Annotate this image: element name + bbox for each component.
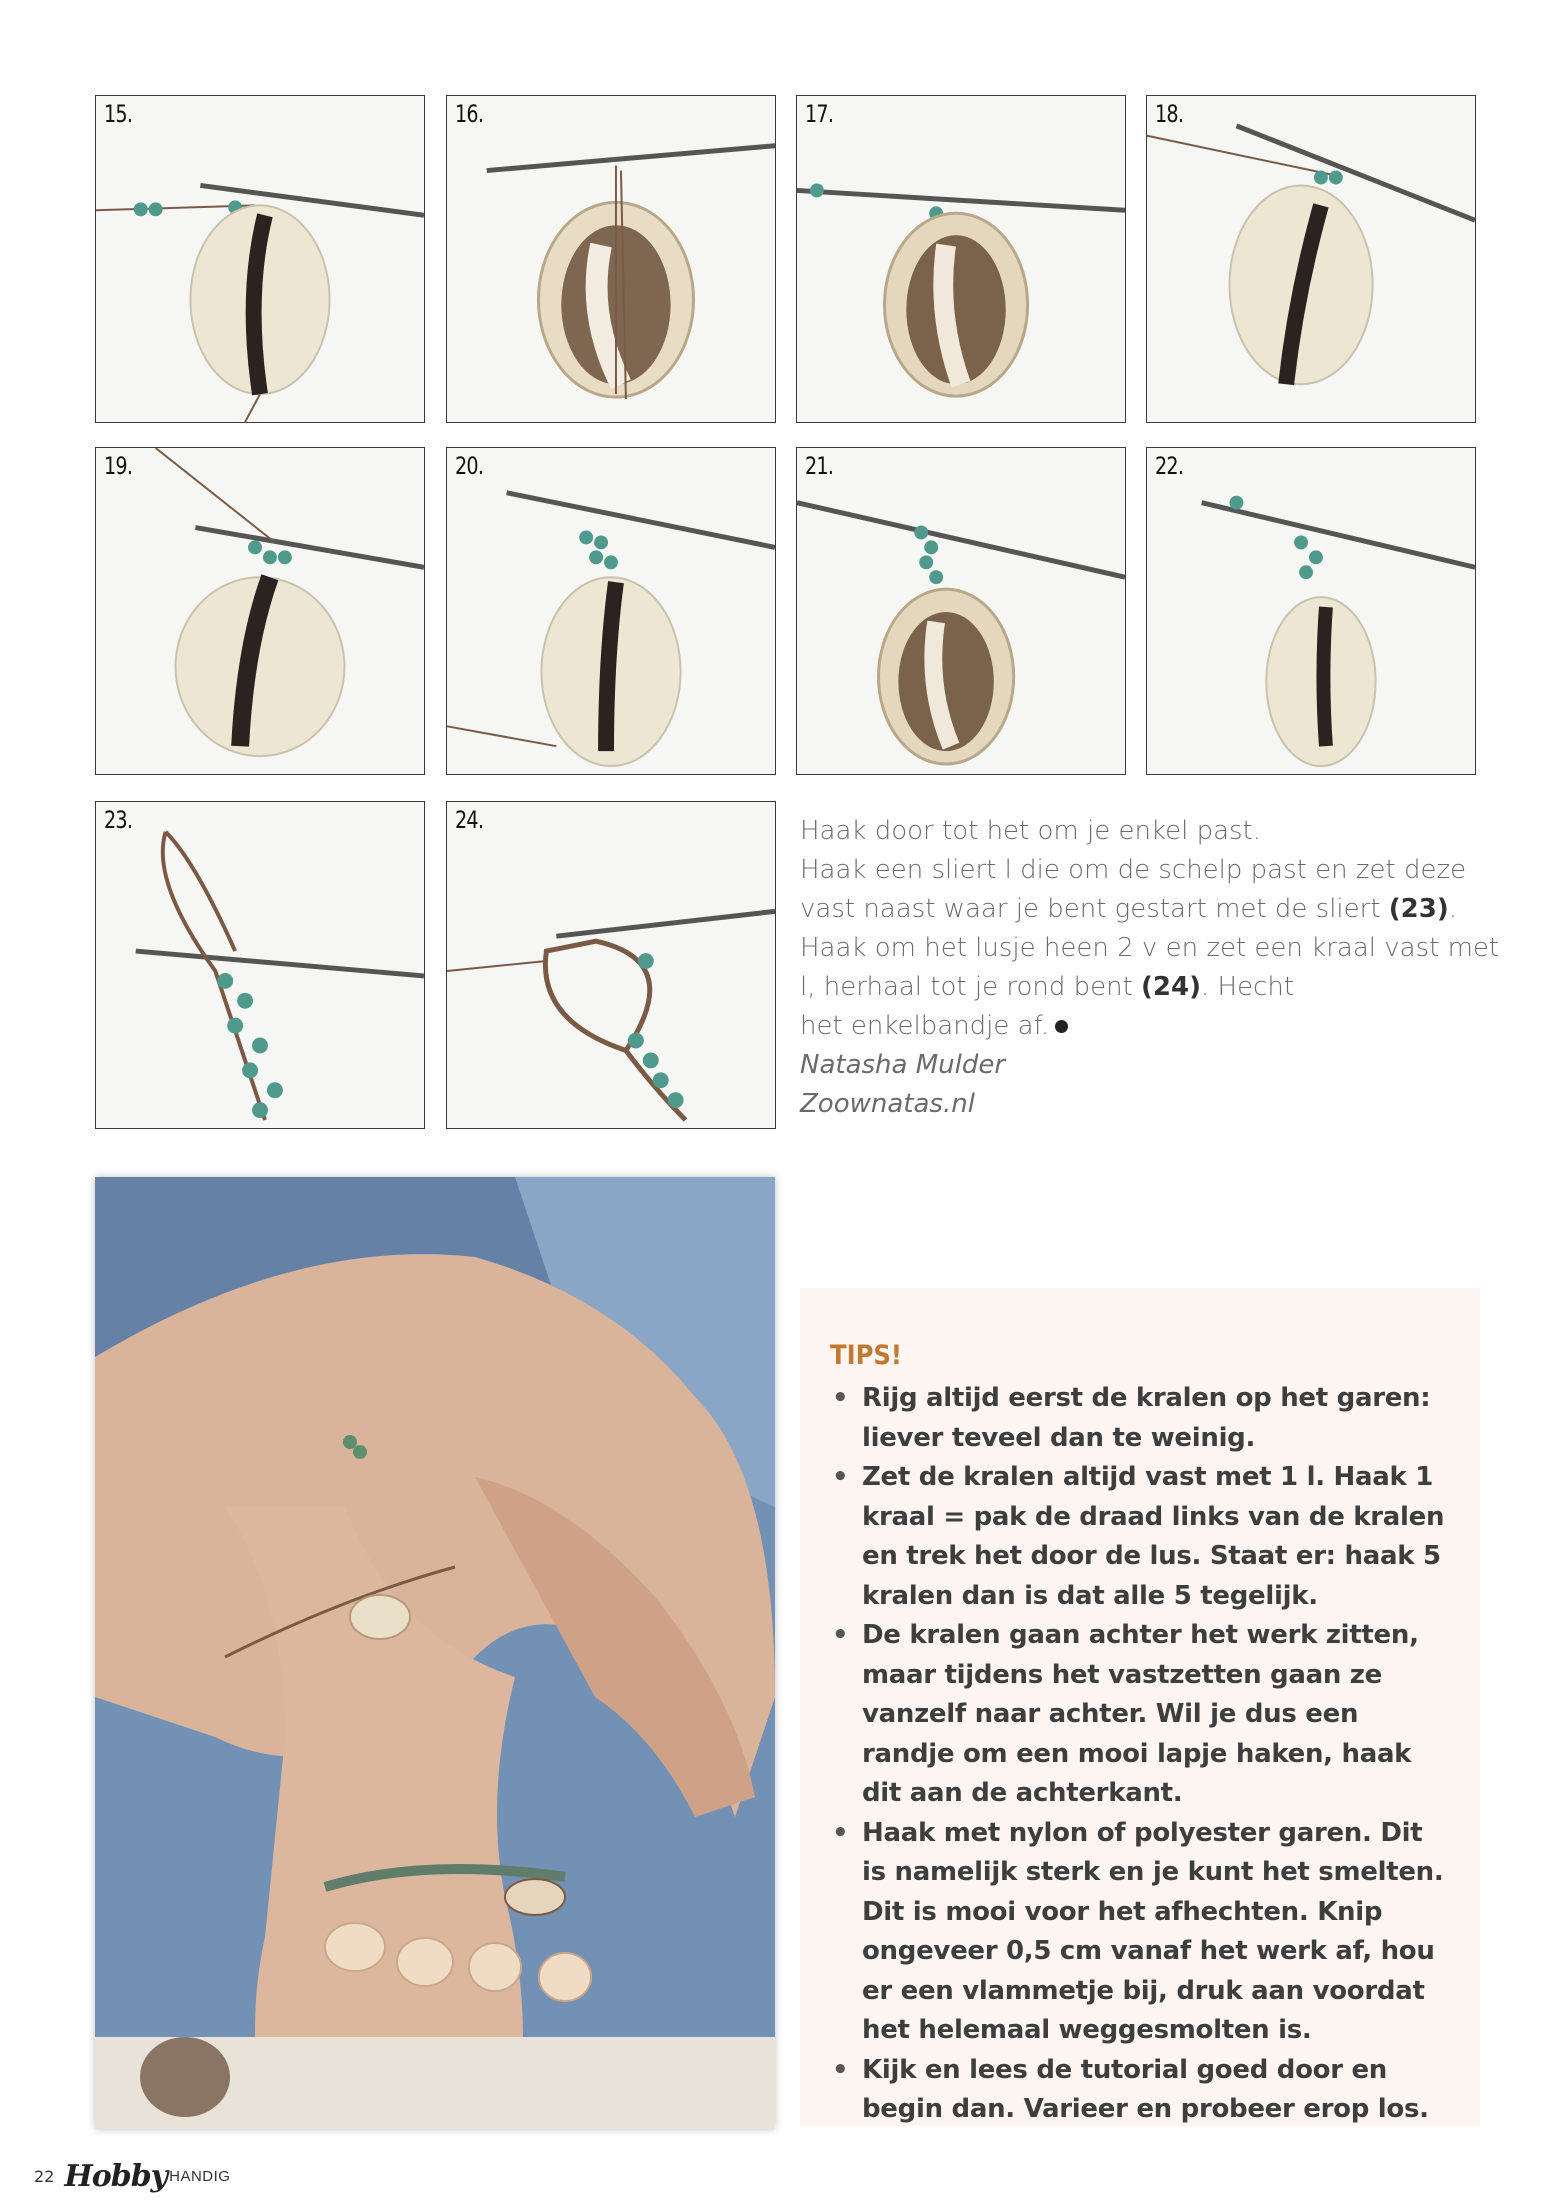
tip-item: • Zet de kralen altijd vast met 1 l. Haak 1 kraal = pak de draad links van de kralen en trek het door de lus. Staat er: haak 5 kralen dan is dat alle 5 tegelijk. xyxy=(830,1458,1450,1616)
shell-crochet-illustration xyxy=(447,96,775,422)
tip-item: • Rijg altijd eerst de kralen op het garen: liever teveel dan te weinig. xyxy=(830,1379,1450,1458)
step-photo-22 xyxy=(1146,447,1476,775)
shell-crochet-illustration xyxy=(1147,96,1475,422)
end-mark-icon xyxy=(1055,1020,1068,1033)
step-photo-21 xyxy=(796,447,1126,775)
instruction-line: Haak een sliert l die om de schelp past en zet deze vast naast waar je bent gestart met de sliert (23). xyxy=(800,855,1467,924)
step-number: 17. xyxy=(805,100,834,128)
step-ref-24: (24) xyxy=(1141,972,1201,1002)
step-photo-23 xyxy=(95,801,425,1129)
magazine-logo-suffix: HANDIG xyxy=(169,2167,231,2185)
step-photo-19 xyxy=(95,447,425,775)
step-photo-18 xyxy=(1146,95,1476,423)
step-number: 20. xyxy=(455,452,484,480)
step-number: 24. xyxy=(455,806,484,834)
instruction-line: het enkelbandje af. xyxy=(800,1007,1500,1046)
tips-box xyxy=(800,1288,1480,2126)
step-number: 16. xyxy=(455,100,484,128)
step-number: 18. xyxy=(1155,100,1184,128)
tip-item: • Kijk en lees de tutorial goed door en begin dan. Varieer en probeer erop los. xyxy=(830,2051,1450,2130)
page-footer xyxy=(34,2158,230,2194)
author-website: Zoownatas.nl xyxy=(800,1089,975,1119)
step-photo-20 xyxy=(446,447,776,775)
tip-item: • De kralen gaan achter het werk zitten, maar tijdens het vastzetten gaan ze vanzelf naar achter. Wil je dus een randje om een mooi lapje haken, haak dit aan de achterkant. xyxy=(830,1616,1450,1814)
step-number: 19. xyxy=(104,452,133,480)
step-number: 23. xyxy=(104,806,133,834)
author-name: Natasha Mulder xyxy=(800,1050,1006,1080)
chain-loop-illustration xyxy=(96,802,424,1128)
instruction-line: Haak door tot het om je enkel past. xyxy=(800,816,1262,846)
shell-crochet-illustration xyxy=(447,448,775,774)
shell-crochet-illustration xyxy=(797,96,1125,422)
instructions-text xyxy=(800,812,1500,1124)
bracelet-photo-illustration xyxy=(95,1177,775,2129)
ankle-bracelet-photo xyxy=(95,1177,775,2129)
tip-item: • Haak met nylon of polyester garen. Dit is namelijk sterk en je kunt het smelten. Dit is mooi voor het afhechten. Knip ongeveer 0,5 cm vanaf het werk af, hou er een vlammetje bij, druk aan voordat het helemaal weggesmolten is. xyxy=(830,1814,1450,2051)
shell-crochet-illustration xyxy=(797,448,1125,774)
page-number: 22 xyxy=(34,2166,55,2186)
shell-crochet-illustration xyxy=(96,96,424,422)
step-ref-23: (23) xyxy=(1388,894,1449,924)
tips-title: TIPS! xyxy=(830,1340,903,1371)
step-photo-24 xyxy=(446,801,776,1129)
shell-crochet-illustration xyxy=(96,448,424,774)
step-photo-15 xyxy=(95,95,425,423)
step-number: 21. xyxy=(805,452,834,480)
step-photo-16 xyxy=(446,95,776,423)
chain-loop-illustration xyxy=(447,802,775,1128)
step-number: 22. xyxy=(1155,452,1184,480)
instruction-line: Haak om het lusje heen 2 v en zet een kraal vast met l, herhaal tot je rond bent (24). Hecht xyxy=(800,933,1500,1002)
tips-list xyxy=(830,1379,1450,2130)
magazine-logo: Hobby xyxy=(64,2158,168,2194)
step-number: 15. xyxy=(104,100,133,128)
shell-crochet-illustration xyxy=(1147,448,1475,774)
step-photo-17 xyxy=(796,95,1126,423)
